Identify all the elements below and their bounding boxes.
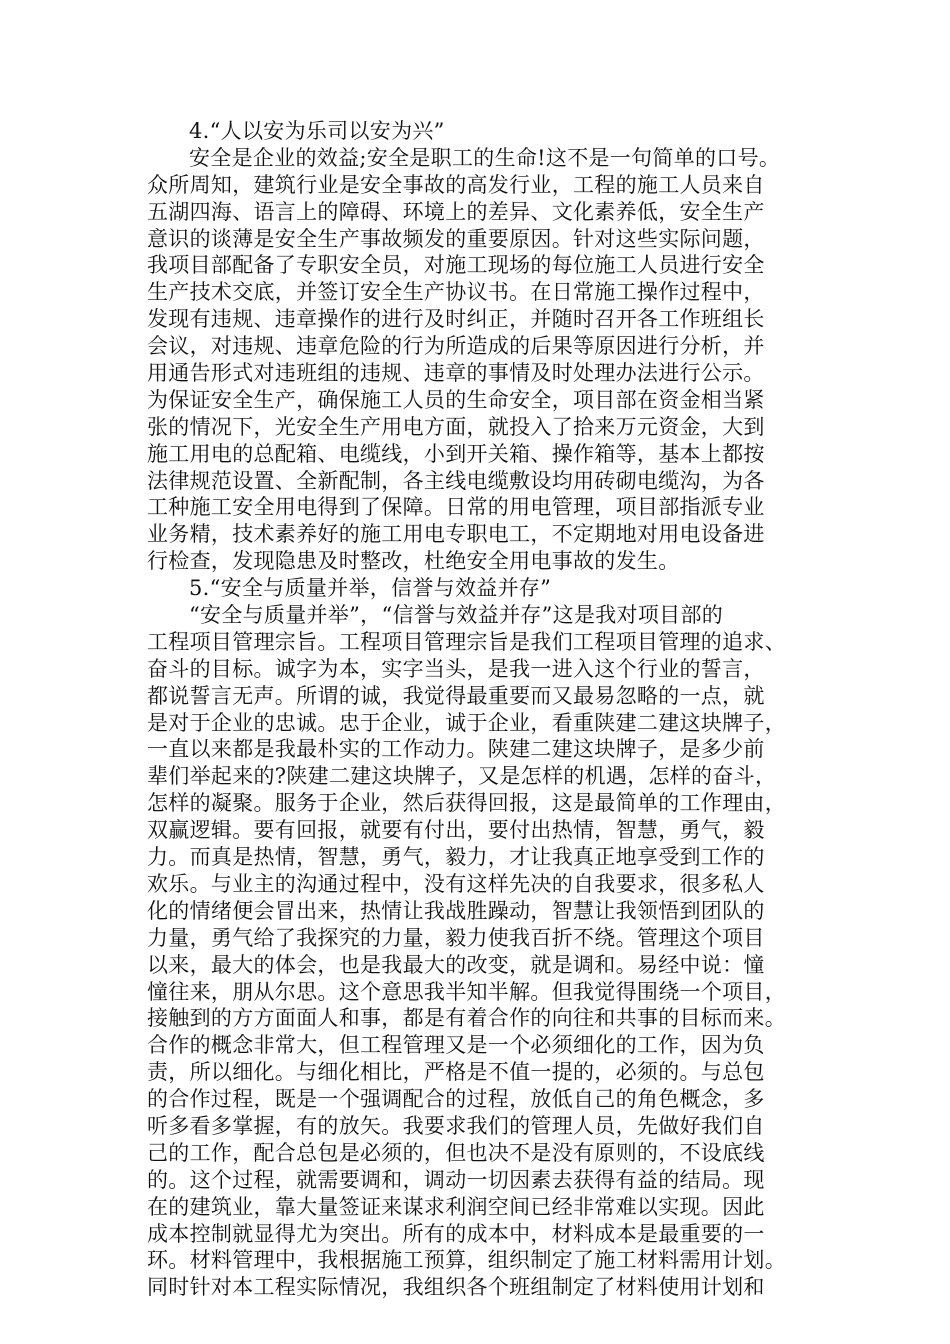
paragraph-line: 接触到的方方面面人和事，都是有着合作的向往和共事的目标而来。 bbox=[147, 1006, 786, 1031]
paragraph-line: 发现有违规、违章操作的进行及时纠正，并随时召开各工作班组长 bbox=[147, 307, 765, 332]
paragraph-line: 安全是企业的效益;安全是职工的生命!这不是一句简单的口号。 bbox=[189, 145, 781, 170]
paragraph-line: 责，所以细化。与细化相比，严格是不值一提的，必须的。与总包 bbox=[147, 1060, 765, 1085]
paragraph-line: 用通告形式对违班组的违规、违章的事情及时处理办法进行公示。 bbox=[147, 361, 765, 386]
paragraph-line: 双赢逻辑。要有回报，就要有付出，要付出热情，智慧，勇气，毅 bbox=[147, 818, 765, 843]
paragraph-line: 环。材料管理中，我根据施工预算，组织制定了施工材料需用计划。 bbox=[147, 1248, 786, 1273]
section-heading-4: 4.“人以安为乐司以安为兴” bbox=[189, 119, 445, 143]
paragraph-line: 憧往来，朋从尔思。这个意思我半知半解。但我觉得围绕一个项目， bbox=[147, 979, 786, 1004]
paragraph-safety bbox=[147, 145, 807, 575]
paragraph-line: 五湖四海、语言上的障碍、环境上的差异、文化素养低，安全生产 bbox=[147, 199, 765, 224]
paragraph-line: 生产技术交底，并签订安全生产协议书。在日常施工操作过程中， bbox=[147, 280, 765, 305]
paragraph-line: 听多看多掌握，有的放矢。我要求我们的管理人员，先做好我们自 bbox=[147, 1113, 765, 1138]
paragraph-line: 行检查，发现隐患及时整改，杜绝安全用电事故的发生。 bbox=[147, 549, 680, 574]
paragraph-line: 化的情绪便会冒出来，热情让我战胜躁动，智慧让我领悟到团队的 bbox=[147, 898, 765, 923]
paragraph-line: 力量，勇气给了我探究的力量，毅力使我百折不绕。管理这个项目 bbox=[147, 925, 765, 950]
paragraph-line: 欢乐。与业主的沟通过程中，没有这样先决的自我要求，很多私人 bbox=[147, 871, 765, 896]
paragraph-line: 业务精，技术素养好的施工用电专职电工，不定期地对用电设备进 bbox=[147, 522, 765, 547]
paragraph-line: 工程项目管理宗旨。工程项目管理宗旨是我们工程项目管理的追求、 bbox=[147, 629, 786, 654]
paragraph-line: “安全与质量并举”，“信誉与效益并存”这是我对项目部的 bbox=[189, 603, 724, 628]
paragraph-line: 为保证安全生产，确保施工人员的生命安全，项目部在资金相当紧 bbox=[147, 387, 765, 412]
paragraph-line: 我项目部配备了专职安全员，对施工现场的每位施工人员进行安全 bbox=[147, 253, 765, 278]
paragraph-line: 法律规范设置、全新配制，各主线电缆敷设均用砖砌电缆沟，为各 bbox=[147, 468, 765, 493]
paragraph-line: 张的情况下，光安全生产用电方面，就投入了拾来万元资金，大到 bbox=[147, 414, 765, 439]
paragraph-line: 辈们举起来的?陕建二建这块牌子，又是怎样的机遇，怎样的奋斗， bbox=[147, 764, 777, 789]
paragraph-line: 奋斗的目标。诚字为本，实字当头，是我一进入这个行业的誓言， bbox=[147, 656, 765, 681]
paragraph-quality bbox=[147, 602, 807, 1301]
paragraph-line: 众所周知，建筑行业是安全事故的高发行业，工程的施工人员来自 bbox=[147, 172, 765, 197]
paragraph-line: 是对于企业的忠诚。忠于企业，诚于企业，看重陕建二建这块牌子， bbox=[147, 710, 786, 735]
document-page bbox=[147, 118, 807, 1301]
paragraph-line: 成本控制就显得尤为突出。所有的成本中，材料成本是最重要的一 bbox=[147, 1221, 765, 1246]
paragraph-line: 合作的概念非常大，但工程管理又是一个必须细化的工作，因为负 bbox=[147, 1033, 765, 1058]
paragraph-line: 怎样的凝聚。服务于企业，然后获得回报，这是最简单的工作理由， bbox=[147, 791, 786, 816]
paragraph-line: 一直以来都是我最朴实的工作动力。陕建二建这块牌子，是多少前 bbox=[147, 737, 765, 762]
paragraph-line: 会议，对违规、违章危险的行为所造成的后果等原因进行分析，并 bbox=[147, 334, 765, 359]
paragraph-line: 意识的谈薄是安全生产事故频发的重要原因。针对这些实际问题， bbox=[147, 226, 765, 251]
paragraph-line: 施工用电的总配箱、电缆线，小到开关箱、操作箱等，基本上都按 bbox=[147, 441, 765, 466]
paragraph-line: 工种施工安全用电得到了保障。日常的用电管理，项目部指派专业 bbox=[147, 495, 765, 520]
paragraph-line: 的。这个过程，就需要调和，调动一切因素去获得有益的结局。现 bbox=[147, 1167, 765, 1192]
paragraph-line: 力。而真是热情，智慧，勇气，毅力，才让我真正地享受到工作的 bbox=[147, 845, 765, 870]
paragraph-line: 都说誓言无声。所谓的诚，我觉得最重要而又最易忽略的一点，就 bbox=[147, 683, 765, 708]
paragraph-line: 在的建筑业，靠大量签证来谋求利润空间已经非常难以实现。因此 bbox=[147, 1194, 765, 1219]
paragraph-line: 己的工作，配合总包是必须的，但也决不是没有原则的，不设底线 bbox=[147, 1140, 765, 1165]
section-heading-5: 5.“安全与质量并举，信誉与效益并存” bbox=[189, 576, 552, 601]
paragraph-line: 同时针对本工程实际情况，我组织各个班组制定了材料使用计划和 bbox=[147, 1275, 765, 1300]
paragraph-line: 以来，最大的体会，也是我最大的改变，就是调和。易经中说：憧 bbox=[147, 952, 765, 977]
paragraph-line: 的合作过程，既是一个强调配合的过程，放低自己的角色概念，多 bbox=[147, 1087, 765, 1112]
